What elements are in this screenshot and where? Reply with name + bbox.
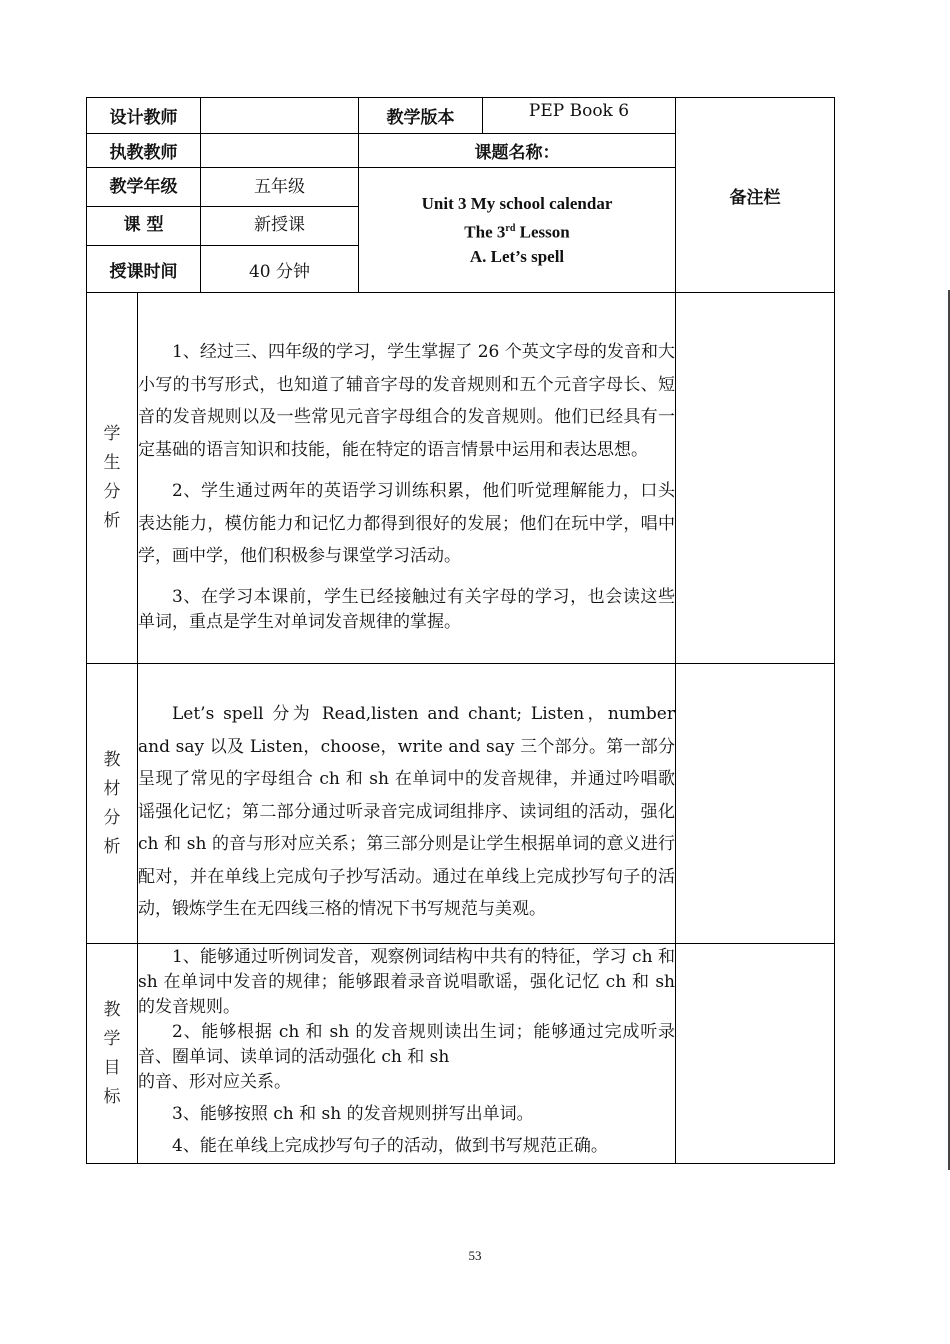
teaching-goals-content bbox=[138, 944, 676, 1164]
student-remarks bbox=[676, 293, 835, 664]
topic-label: 课题名称： bbox=[359, 134, 676, 168]
goals-remarks bbox=[676, 944, 835, 1164]
title-line-1: Unit 3 My school calendar bbox=[421, 193, 613, 213]
time-value: 40 分钟 bbox=[201, 246, 359, 293]
title-line-3: A. Let’s spell bbox=[469, 247, 565, 267]
time-label: 授课时间 bbox=[87, 246, 201, 293]
goal-2: 2、能够根据 ch 和 sh 的发音规则读出生词；能够通过完成听录音、圈单词、读单词的活动强化 ch 和 sh bbox=[138, 1021, 675, 1067]
designer-value bbox=[201, 98, 359, 134]
student-para-2: 2、学生通过两年的英语学习训练积累，他们听觉理解能力，口头表达能力，模仿能力和记忆力都得到很好的发展；他们在玩中学，唱中学，画中学，他们积极参与课堂学习活动。 bbox=[138, 481, 675, 567]
edition-value: PEP Book 6 bbox=[483, 98, 676, 134]
goal-2-cont: 的音、形对应关系。 bbox=[138, 1071, 291, 1092]
student-para-1: 1、经过三、四年级的学习，学生掌握了 26 个英文字母的发音和大小写的书写形式，也知道了辅音字母的发音规则和五个元音字母长、短音的发音规则以及一些常见元音字母组合的发音规则。他们已经具有一定基础的语言知识和技能，能在特定的语言情景中运用和表达思想。 bbox=[138, 342, 675, 460]
executor-label: 执教教师 bbox=[87, 134, 201, 168]
student-analysis-content bbox=[138, 293, 676, 664]
teaching-goals-label: 教 学 目 标 bbox=[87, 944, 138, 1164]
goal-1: 1、能够通过听例词发音，观察例词结构中共有的特征，学习 ch 和 sh 在单词中发音的规律；能够跟着录音说唱歌谣，强化记忆 ch 和 sh 的发音规则。 bbox=[138, 946, 675, 1017]
executor-value bbox=[201, 134, 359, 168]
student-para-3: 3、在学习本课前，学生已经接触过有关字母的学习，也会读这些单词，重点是学生对单词发音规律的掌握。 bbox=[138, 586, 675, 632]
goal-4: 4、能在单线上完成抄写句子的活动，做到书写规范正确。 bbox=[172, 1136, 608, 1156]
lesson-title bbox=[359, 168, 676, 293]
student-analysis-label: 学 生 分 析 bbox=[87, 293, 138, 664]
grade-value: 五年级 bbox=[201, 168, 359, 207]
title-line-2: The 3rd Lesson bbox=[464, 222, 570, 242]
material-remarks bbox=[676, 664, 835, 944]
page-number: 53 bbox=[468, 1248, 482, 1263]
type-value: 新授课 bbox=[201, 207, 359, 246]
material-para-1: Let’s spell 分为 Read,listen and chant; Listen，number and say 以及 Listen，choose，write and say 三个部分。第一部分呈现了常见的字母组合 ch 和 sh 在单词中的发音规律，并通过吟唱歌谣强化记忆；第二部分通过听录音完成词组排序、读词组的活动，强化 ch 和 sh 的音与形对应关系；第三部分则是让学生根据单词的意义进行配对，并在单线上完成句子抄写活动。通过在单线上完成抄写句子的活动，锻炼学生在无四线三格的情况下书写规范与美观。 bbox=[138, 704, 675, 920]
grade-label: 教学年级 bbox=[87, 168, 201, 207]
edition-label: 教学版本 bbox=[359, 98, 483, 134]
remarks-label: 备注栏 bbox=[676, 98, 835, 293]
goal-3: 3、能够按照 ch 和 sh 的发音规则拼写出单词。 bbox=[172, 1103, 534, 1124]
designer-label: 设计教师 bbox=[87, 98, 201, 134]
type-label: 课 型 bbox=[87, 207, 201, 246]
material-analysis-content bbox=[138, 664, 676, 944]
material-analysis-label: 教 材 分 析 bbox=[87, 664, 138, 944]
lesson-plan-table bbox=[86, 97, 835, 1164]
